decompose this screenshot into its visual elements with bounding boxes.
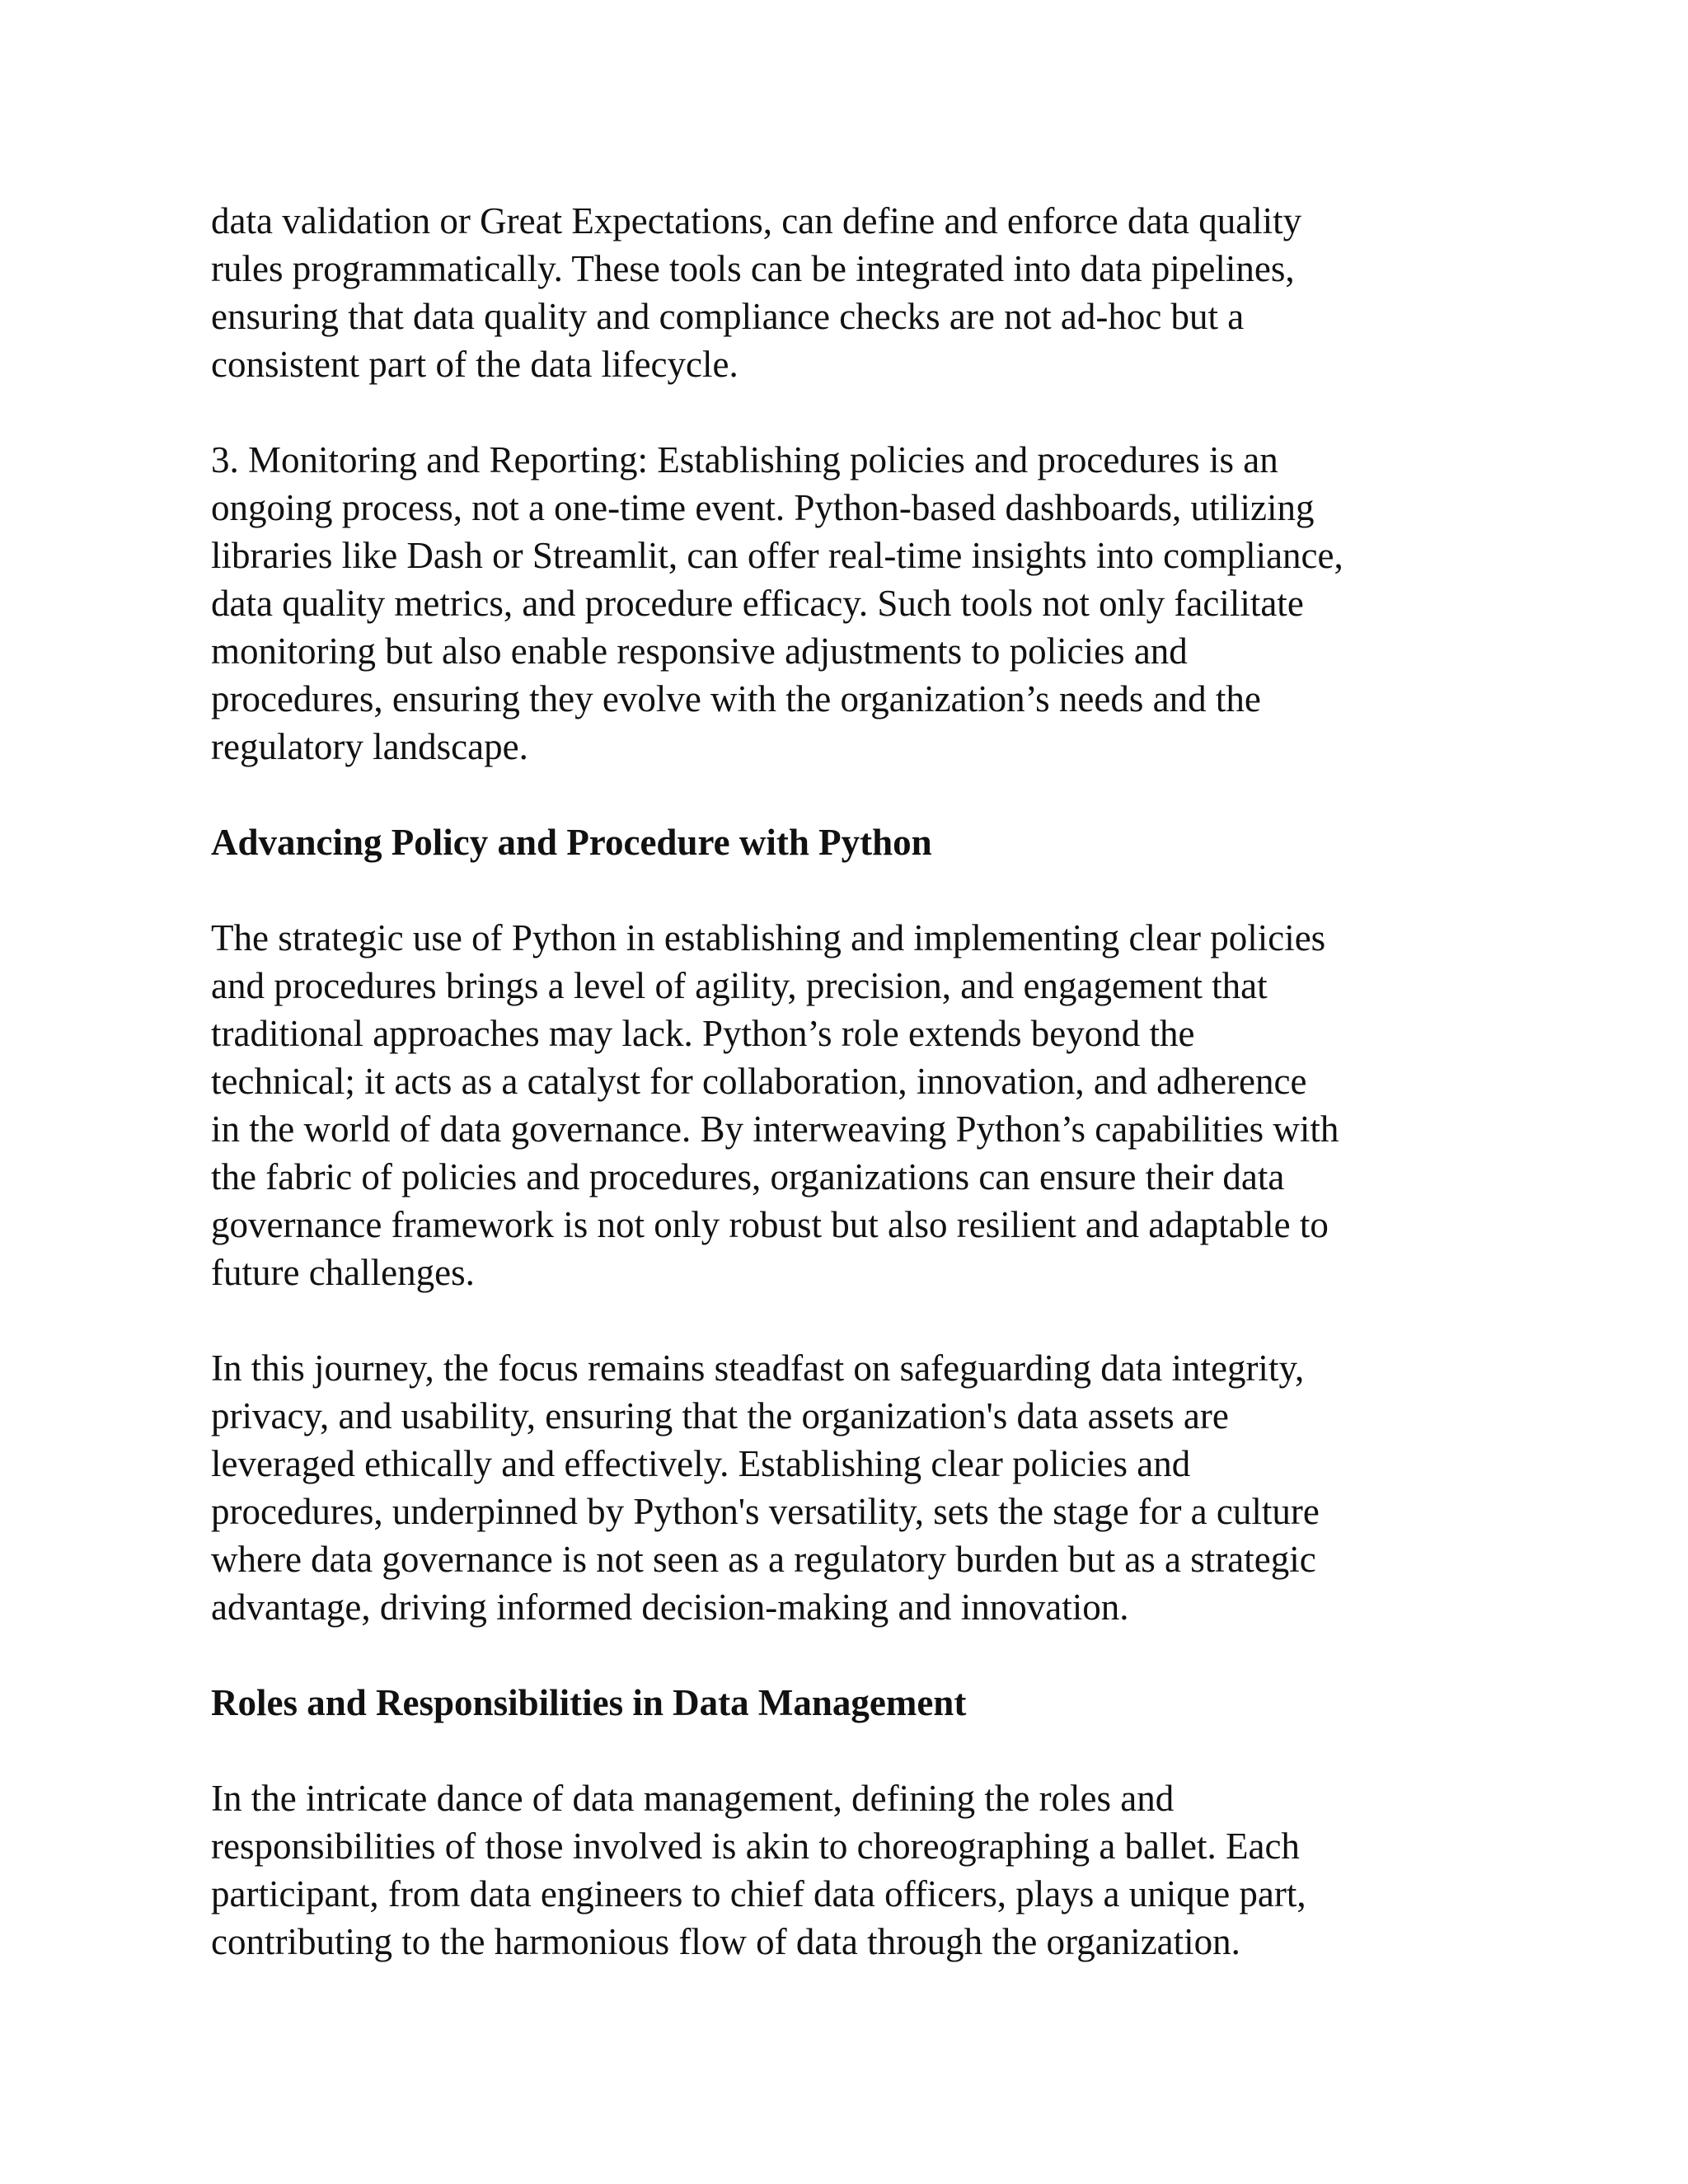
text-line: the fabric of policies and procedures, organizations can ensure their data — [211, 1156, 1285, 1197]
text-line: participant, from data engineers to chief data officers, plays a unique part, — [211, 1873, 1306, 1915]
paragraph-strategic-use — [211, 914, 1497, 1296]
text-line: governance framework is not only robust but also resilient and adaptable to — [211, 1204, 1329, 1245]
text-line: In the intricate dance of data management, defining the roles and — [211, 1778, 1175, 1819]
text-line: regulatory landscape. — [211, 726, 528, 767]
text-line: procedures, underpinned by Python's versatility, sets the stage for a culture — [211, 1491, 1320, 1532]
heading-text: Roles and Responsibilities in Data Management — [211, 1682, 967, 1723]
text-line: leveraged ethically and effectively. Establishing clear policies and — [211, 1443, 1191, 1484]
paragraph-intricate-dance — [211, 1774, 1497, 1966]
text-line: ensuring that data quality and compliance checks are not ad-hoc but a — [211, 296, 1245, 337]
page-content — [211, 197, 1497, 2013]
text-line: ongoing process, not a one-time event. Python-based dashboards, utilizing — [211, 487, 1315, 528]
text-line: privacy, and usability, ensuring that the organization's data assets are — [211, 1395, 1229, 1436]
text-line: libraries like Dash or Streamlit, can offer real-time insights into compliance, — [211, 535, 1343, 576]
text-line: traditional approaches may lack. Python’s role extends beyond the — [211, 1013, 1195, 1054]
text-line: data validation or Great Expectations, can define and enforce data quality — [211, 200, 1302, 241]
paragraph-validation-tools — [211, 197, 1497, 388]
paragraph-monitoring-reporting — [211, 436, 1497, 771]
text-line: in the world of data governance. By interweaving Python’s capabilities with — [211, 1108, 1339, 1150]
heading-text: Advancing Policy and Procedure with Python — [211, 822, 932, 863]
text-line: future challenges. — [211, 1252, 475, 1293]
section-heading-advancing-policy — [211, 818, 1497, 866]
text-line: consistent part of the data lifecycle. — [211, 344, 738, 385]
text-line: 3. Monitoring and Reporting: Establishing policies and procedures is an — [211, 439, 1278, 480]
text-line: technical; it acts as a catalyst for collaboration, innovation, and adherence — [211, 1061, 1307, 1102]
text-line: and procedures brings a level of agility, precision, and engagement that — [211, 965, 1268, 1006]
text-line: procedures, ensuring they evolve with the organization’s needs and the — [211, 678, 1261, 719]
text-line: The strategic use of Python in establishing and implementing clear policies — [211, 917, 1326, 958]
paragraph-journey — [211, 1344, 1497, 1631]
section-heading-roles — [211, 1679, 1497, 1727]
text-line: rules programmatically. These tools can be integrated into data pipelines, — [211, 248, 1295, 289]
text-line: contributing to the harmonious flow of data through the organization. — [211, 1921, 1240, 1962]
text-line: where data governance is not seen as a regulatory burden but as a strategic — [211, 1539, 1316, 1580]
text-line: responsibilities of those involved is akin to choreographing a ballet. Each — [211, 1825, 1300, 1867]
text-line: advantage, driving informed decision-making and innovation. — [211, 1586, 1129, 1628]
text-line: monitoring but also enable responsive adjustments to policies and — [211, 630, 1188, 672]
text-line: In this journey, the focus remains steadfast on safeguarding data integrity, — [211, 1347, 1305, 1389]
text-line: data quality metrics, and procedure efficacy. Such tools not only facilitate — [211, 583, 1304, 624]
